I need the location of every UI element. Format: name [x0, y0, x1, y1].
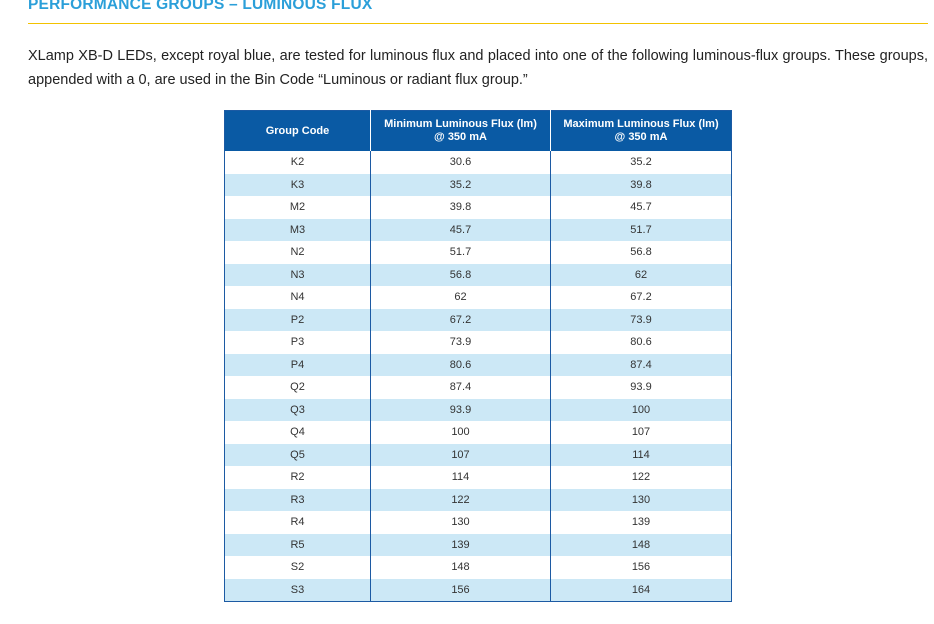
header-group-code-label: Group Code [265, 124, 330, 137]
header-min-flux-line1: Minimum Luminous Flux (lm) [384, 118, 537, 130]
cell-min-flux: 39.8 [371, 196, 551, 219]
cell-group-code: R3 [225, 489, 371, 512]
cell-min-flux: 73.9 [371, 331, 551, 354]
table-row [225, 466, 732, 489]
cell-min-flux: 67.2 [371, 309, 551, 332]
cell-max-flux: 80.6 [551, 331, 732, 354]
cell-min-flux: 156 [371, 579, 551, 602]
cell-group-code: Q3 [225, 399, 371, 422]
cell-group-code: R5 [225, 534, 371, 557]
cell-group-code: S3 [225, 579, 371, 602]
header-max-flux-line2: @ 350 mA [614, 131, 668, 143]
cell-group-code: P2 [225, 309, 371, 332]
cell-max-flux: 93.9 [551, 376, 732, 399]
table-row [225, 534, 732, 557]
table-row [225, 219, 732, 242]
cell-min-flux: 35.2 [371, 174, 551, 197]
cell-min-flux: 87.4 [371, 376, 551, 399]
table-header-row [225, 111, 732, 152]
cell-max-flux: 56.8 [551, 241, 732, 264]
cell-max-flux: 39.8 [551, 174, 732, 197]
table-body [225, 151, 732, 602]
cell-group-code: N4 [225, 286, 371, 309]
cell-min-flux: 130 [371, 511, 551, 534]
cell-max-flux: 107 [551, 421, 732, 444]
table-row [225, 241, 732, 264]
table-row [225, 331, 732, 354]
table-row [225, 444, 732, 467]
cell-min-flux: 107 [371, 444, 551, 467]
header-min-flux-line2: @ 350 mA [434, 131, 487, 143]
section-heading: PERFORMANCE GROUPS – LUMINOUS FLUX [28, 0, 373, 13]
cell-min-flux: 148 [371, 556, 551, 579]
cell-group-code: S2 [225, 556, 371, 579]
cell-group-code: P4 [225, 354, 371, 377]
header-max-flux [551, 111, 732, 152]
table-row [225, 421, 732, 444]
cell-max-flux: 62 [551, 264, 732, 287]
intro-paragraph: XLamp XB-D LEDs, except royal blue, are tested for luminous flux and placed into one of the following luminous-flux groups. These groups, appended with a 0, are used in the Bin Code “Luminous or radiant flux group.” [28, 48, 928, 88]
cell-group-code: Q4 [225, 421, 371, 444]
header-max-flux-line1: Maximum Luminous Flux (lm) [563, 118, 719, 130]
cell-group-code: K2 [225, 151, 371, 174]
table-row [225, 556, 732, 579]
luminous-flux-groups-table [224, 110, 732, 602]
table-row [225, 399, 732, 422]
cell-min-flux: 30.6 [371, 151, 551, 174]
cell-max-flux: 100 [551, 399, 732, 422]
cell-group-code: M3 [225, 219, 371, 242]
heading-divider [28, 23, 928, 24]
cell-min-flux: 114 [371, 466, 551, 489]
cell-min-flux: 45.7 [371, 219, 551, 242]
table-row [225, 376, 732, 399]
cell-max-flux: 45.7 [551, 196, 732, 219]
cell-min-flux: 62 [371, 286, 551, 309]
cell-max-flux: 164 [551, 579, 732, 602]
cell-max-flux: 67.2 [551, 286, 732, 309]
cell-max-flux: 87.4 [551, 354, 732, 377]
cell-group-code: P3 [225, 331, 371, 354]
cell-max-flux: 114 [551, 444, 732, 467]
cell-max-flux: 122 [551, 466, 732, 489]
header-group-code [225, 111, 371, 152]
cell-min-flux: 56.8 [371, 264, 551, 287]
table-row [225, 196, 732, 219]
cell-min-flux: 51.7 [371, 241, 551, 264]
table-row [225, 579, 732, 602]
table-row [225, 309, 732, 332]
cell-max-flux: 35.2 [551, 151, 732, 174]
table-row [225, 286, 732, 309]
cell-max-flux: 148 [551, 534, 732, 557]
cell-group-code: M2 [225, 196, 371, 219]
table-row [225, 511, 732, 534]
cell-max-flux: 156 [551, 556, 732, 579]
header-min-flux [371, 111, 551, 152]
cell-min-flux: 122 [371, 489, 551, 512]
table-row [225, 174, 732, 197]
cell-min-flux: 100 [371, 421, 551, 444]
cell-max-flux: 139 [551, 511, 732, 534]
cell-group-code: Q2 [225, 376, 371, 399]
cell-group-code: K3 [225, 174, 371, 197]
cell-group-code: Q5 [225, 444, 371, 467]
cell-max-flux: 73.9 [551, 309, 732, 332]
cell-min-flux: 80.6 [371, 354, 551, 377]
cell-group-code: R2 [225, 466, 371, 489]
table-row [225, 354, 732, 377]
cell-max-flux: 51.7 [551, 219, 732, 242]
cell-group-code: N2 [225, 241, 371, 264]
table-row [225, 264, 732, 287]
cell-min-flux: 139 [371, 534, 551, 557]
cell-group-code: R4 [225, 511, 371, 534]
table-row [225, 489, 732, 512]
cell-max-flux: 130 [551, 489, 732, 512]
cell-min-flux: 93.9 [371, 399, 551, 422]
cell-group-code: N3 [225, 264, 371, 287]
table-row [225, 151, 732, 174]
